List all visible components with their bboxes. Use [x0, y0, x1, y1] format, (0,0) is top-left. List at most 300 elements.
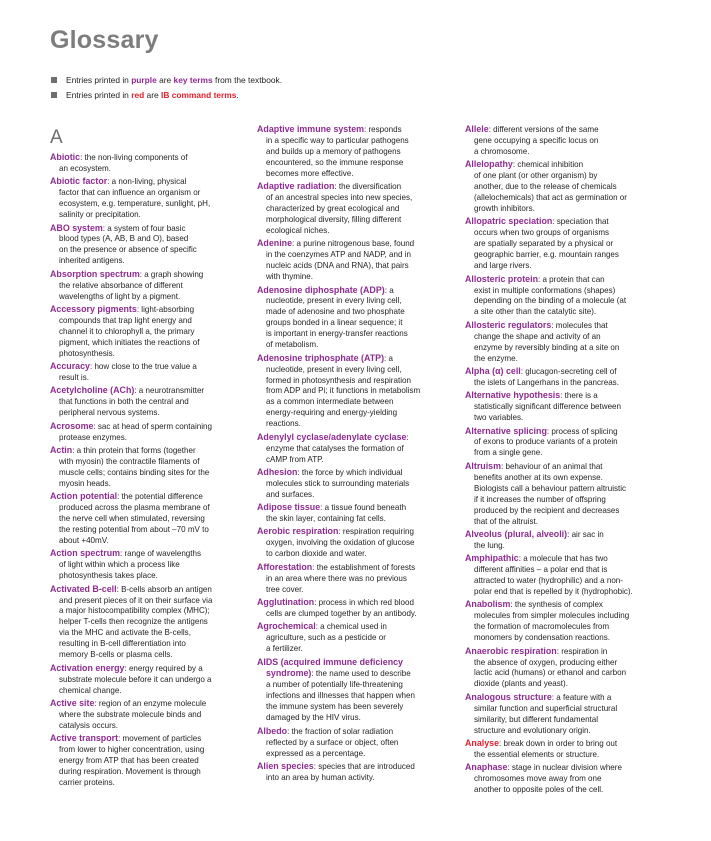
- entry-line: [465, 159, 670, 171]
- definition-text: the islets of Langerhans in the pancreas.: [474, 377, 619, 387]
- definition-text: resulting in B-cell differentiation into: [59, 639, 186, 649]
- glossary-term: Alveolus (plural, alveoli): [465, 528, 568, 539]
- definition-text: monomers by condensation reactions.: [474, 633, 610, 643]
- definition-text: growth inhibitors.: [474, 204, 535, 214]
- definition-text: structure and evolutionary origin.: [474, 725, 591, 735]
- definition-text: an ecosystem.: [59, 163, 111, 173]
- definition-text: photosynthesis.: [59, 348, 115, 358]
- entry-line: [257, 467, 455, 479]
- glossary-term: Activated B-cell: [50, 583, 117, 594]
- definition-text: :: [406, 432, 409, 442]
- definition-text: cells are clumped together by an antibody.: [266, 608, 417, 618]
- definition-text: as a common intermediate between: [266, 397, 394, 407]
- glossary-entry: [465, 529, 670, 552]
- definition-text: and surfaces.: [266, 489, 315, 499]
- definition-text: nucleic acids (DNA and RNA), that pairs: [266, 261, 409, 271]
- definition-text: nucleotide, present in every living cell,: [266, 296, 402, 306]
- definition-text: : glucagon-secreting cell of: [520, 366, 617, 376]
- definition-text: the resting potential from about –70 mV to: [59, 525, 209, 535]
- definition-text: : the force by which individual: [297, 467, 403, 477]
- definition-text: : a: [384, 353, 393, 363]
- definition-text: : a: [384, 285, 394, 295]
- definition-text: : molecules that: [551, 320, 608, 330]
- legend-term-type: key terms: [173, 75, 213, 85]
- entry-line: [50, 663, 248, 675]
- entry-line: [465, 599, 670, 611]
- definition-text: benefits another at its own expense.: [474, 472, 603, 482]
- glossary-entry: [257, 181, 455, 237]
- glossary-term: Active transport: [50, 733, 119, 744]
- definition-text: another, due to the release of chemicals: [474, 182, 617, 192]
- definition-text: if it increases the number of offspring: [474, 494, 606, 504]
- definition-text: muscle cells; contains binding sites for the: [59, 467, 210, 477]
- glossary-entry: [50, 445, 248, 490]
- definition-text: ecosystem, e.g. temperature, sunlight, pH,: [59, 199, 211, 209]
- entry-line: [257, 124, 455, 136]
- glossary-entry: [50, 584, 248, 662]
- definition-text: : energy required by a: [124, 663, 203, 673]
- glossary-entry: [257, 432, 455, 466]
- definition-text: : a protein that can: [538, 274, 605, 284]
- glossary-entry: [50, 304, 248, 360]
- definition-text: becomes more effective.: [266, 168, 354, 178]
- definition-text: : the fraction of solar radiation: [287, 726, 394, 736]
- glossary-entry: [50, 733, 248, 789]
- glossary-term: Anabolism: [465, 599, 511, 610]
- legend-row-key-terms: [51, 73, 282, 88]
- definition-text: and present pieces of it on their surface via: [59, 595, 213, 605]
- definition-text: : stage in nuclear division where: [507, 763, 622, 773]
- definition-text: encountered, so the immune response: [266, 157, 404, 167]
- definition-text: chemical change.: [59, 685, 122, 695]
- definition-text: : movement of particles: [118, 734, 202, 744]
- definition-text: energy from ATP that has been created: [59, 756, 199, 766]
- definition-text: that functions in both the central and: [59, 397, 189, 407]
- entry-line: [257, 597, 455, 609]
- definition-text: the formation of macromolecules from: [474, 622, 610, 632]
- definition-text: wavelengths of light by a pigment.: [59, 291, 181, 301]
- definition-text: : a thin protein that forms (together: [72, 445, 196, 455]
- definition-text: the essential elements or structure.: [474, 749, 600, 759]
- legend-text-middle: are: [156, 75, 174, 85]
- glossary-entry: [257, 597, 455, 620]
- entry-line: [50, 733, 248, 745]
- glossary-entry: [50, 176, 248, 221]
- glossary-entry: [257, 467, 455, 501]
- definition-text: : light-absorbing: [136, 304, 195, 314]
- glossary-term: Aerobic respiration: [257, 526, 339, 537]
- glossary-term: Abiotic factor: [50, 176, 108, 187]
- definition-text: carrier proteins.: [59, 777, 115, 787]
- definition-text: that of the altruist.: [474, 516, 538, 526]
- definition-text: the skin layer, containing fat cells.: [266, 514, 386, 524]
- glossary-term: Anaerobic respiration: [465, 645, 557, 656]
- glossary-term: Alternative hypothesis: [465, 390, 561, 401]
- glossary-term: Activation energy: [50, 662, 125, 673]
- definition-text: in the coenzymes ATP and NADP, and in: [266, 250, 411, 260]
- definition-text: enzyme that catalyses the formation of: [266, 443, 404, 453]
- glossary-term: Actin: [50, 444, 73, 455]
- glossary-entry: [465, 738, 670, 761]
- definition-text: gene occupying a specific locus on: [474, 135, 599, 145]
- definition-text: similar function and superficial structural: [474, 703, 618, 713]
- definition-text: with myosin) the contractile filaments of: [59, 456, 200, 466]
- definition-text: produced by the recipient and decreases: [474, 505, 620, 515]
- definition-text: : a non-living, physical: [107, 177, 187, 187]
- definition-text: Biologists call a behaviour pattern altruistic: [474, 483, 627, 493]
- entry-line: [50, 584, 248, 596]
- legend-text-before: Entries printed in: [66, 90, 132, 100]
- definition-text: chromosomes move away from one: [474, 774, 602, 784]
- definition-text: change the shape and activity of an: [474, 331, 601, 341]
- definition-text: a fertilizer.: [266, 644, 303, 654]
- definition-text: energy-requiring and energy-yielding: [266, 408, 398, 418]
- definition-text: occurs when two groups of organisms: [474, 228, 610, 238]
- definition-text: statistically significant difference between: [474, 402, 622, 412]
- entry-line: [50, 223, 248, 235]
- glossary-entry: [50, 385, 248, 419]
- glossary-entry: [257, 562, 455, 596]
- glossary-entry: [50, 698, 248, 732]
- definition-text: produced across the plasma membrane of: [59, 503, 210, 513]
- glossary-term: Allosteric regulators: [465, 319, 552, 330]
- definition-text: : the establishment of forests: [312, 562, 416, 572]
- definition-text: myosin heads.: [59, 478, 111, 488]
- definition-text: agriculture, such as a pesticide or: [266, 633, 386, 643]
- glossary-entry: [257, 761, 455, 784]
- glossary-term: Acrosome: [50, 420, 94, 431]
- glossary-entry: [50, 269, 248, 303]
- definition-text: a site other than the catalytic site).: [474, 307, 597, 317]
- definition-text: : B-cells absorb an antigen: [116, 584, 212, 594]
- definition-text: : behaviour of an animal that: [501, 461, 603, 471]
- definition-text: : there is a: [560, 391, 598, 401]
- glossary-entry: [257, 238, 455, 283]
- glossary-entry: [465, 216, 670, 272]
- glossary-term: Absorption spectrum: [50, 268, 140, 279]
- glossary-entry: [257, 502, 455, 525]
- definition-text: damaged by the HIV virus.: [266, 713, 361, 723]
- glossary-term: Active site: [50, 697, 95, 708]
- entry-line: [50, 491, 248, 503]
- glossary-entry: [50, 421, 248, 444]
- glossary-term: Adaptive radiation: [257, 181, 335, 192]
- glossary-term: Alpha (α) cell: [465, 365, 521, 376]
- glossary-entry: [465, 366, 670, 389]
- legend-color-word: red: [131, 90, 145, 100]
- definition-text: polar end that is repelled by it (hydrophobic).: [474, 587, 633, 597]
- glossary-entry: [465, 553, 670, 598]
- glossary-entry: [465, 390, 670, 424]
- bullet-square-icon: [51, 77, 57, 83]
- glossary-term-continued: syndrome): [266, 668, 312, 679]
- entry-line: [465, 274, 670, 286]
- definition-text: tree cover.: [266, 584, 304, 594]
- glossary-term: Alternative splicing: [465, 425, 547, 436]
- entry-line: [257, 621, 455, 633]
- glossary-entry: [465, 762, 670, 796]
- definition-text: nucleotide, present in every living cell,: [266, 364, 402, 374]
- definition-text: : a molecule that has two: [518, 554, 608, 564]
- glossary-term: Allelopathy: [465, 159, 513, 170]
- glossary-entry: [465, 599, 670, 644]
- entry-line: [257, 657, 455, 669]
- entry-line: [50, 361, 248, 373]
- definition-text: during respiration. Movement is through: [59, 766, 201, 776]
- glossary-term: Analogous structure: [465, 691, 552, 702]
- definition-text: : chemical inhibition: [512, 160, 584, 170]
- definition-text: the lung.: [474, 540, 505, 550]
- definition-text: a chromosome.: [474, 146, 530, 156]
- definition-text: peripheral nervous systems.: [59, 408, 160, 418]
- glossary-entry: [465, 124, 670, 158]
- entry-line: [465, 553, 670, 565]
- definition-text: a major histocompatibility complex (MHC);: [59, 606, 210, 616]
- glossary-term: Adhesion: [257, 466, 298, 477]
- definition-text: into an area by human activity.: [266, 772, 375, 782]
- definition-text: : region of an enzyme molecule: [94, 698, 207, 708]
- definition-text: via the MHC and activate the B-cells,: [59, 628, 191, 638]
- glossary-entry: [465, 274, 670, 319]
- glossary-entry: [257, 526, 455, 560]
- definition-text: of light within which a process like: [59, 560, 180, 570]
- legend-text-middle: are: [144, 90, 161, 100]
- glossary-term: Adenine: [257, 238, 293, 249]
- definition-text: depending on the binding of a molecule (at: [474, 296, 627, 306]
- glossary-term: Analyse: [465, 737, 500, 748]
- definition-text: memory B-cells or plasma cells.: [59, 650, 173, 660]
- definition-text: : the diversification: [334, 182, 402, 192]
- glossary-term: Allosteric protein: [465, 273, 538, 284]
- glossary-entry: [50, 491, 248, 547]
- definition-text: expressed as a percentage.: [266, 748, 366, 758]
- legend-term-type: IB command terms: [161, 90, 237, 100]
- glossary-entry: [50, 548, 248, 582]
- definition-text: on the presence or absence of specific: [59, 245, 197, 255]
- entry-line: [50, 385, 248, 397]
- definition-text: geographic barrier, e.g. mountain ranges: [474, 250, 619, 260]
- entry-line: [50, 421, 248, 433]
- definition-text: groups bonded in a linear sequence; it: [266, 318, 403, 328]
- definition-text: pigment, which initiates the reactions of: [59, 337, 200, 347]
- definition-text: : the synthesis of complex: [510, 600, 603, 610]
- definition-text: reactions.: [266, 419, 301, 429]
- definition-text: of exons to produce variants of a protein: [474, 437, 618, 447]
- entry-line: [465, 216, 670, 228]
- glossary-term: Acetylcholine (ACh): [50, 385, 135, 396]
- glossary-term: Altruism: [465, 460, 501, 471]
- definition-text: : respiration in: [556, 646, 608, 656]
- definition-text: : species that are introduced: [313, 761, 415, 771]
- entry-line: [465, 461, 670, 473]
- legend-text-after: from the textbook.: [212, 75, 283, 85]
- page-title: Glossary: [50, 26, 159, 54]
- glossary-entry: [257, 657, 455, 725]
- legend: [51, 73, 282, 103]
- glossary-entry: [257, 621, 455, 655]
- glossary-entry: [50, 663, 248, 697]
- definition-text: made of adenosine and two phosphate: [266, 307, 405, 317]
- definition-text: in an area where there was no previous: [266, 573, 407, 583]
- glossary-entry: [465, 461, 670, 528]
- entry-line: [465, 426, 670, 438]
- definition-text: : a graph showing: [139, 269, 204, 279]
- glossary-column-1: [50, 126, 248, 790]
- legend-row-command-terms: [51, 88, 282, 103]
- entry-line: [50, 304, 248, 316]
- entry-line: [50, 548, 248, 560]
- definition-text: characterized by great ecological and: [266, 204, 400, 214]
- entry-line: [50, 152, 248, 164]
- glossary-term: Adenosine triphosphate (ATP): [257, 352, 385, 363]
- definition-text: molecules stick to surrounding materials: [266, 478, 410, 488]
- definition-text: the nerve cell when stimulated, reversing: [59, 514, 205, 524]
- glossary-entry: [257, 285, 455, 352]
- definition-text: molecules from simpler molecules including: [474, 611, 630, 621]
- definition-text: : different versions of the same: [488, 125, 599, 134]
- definition-text: from ADP and Pi; it functions in metabolism: [266, 386, 421, 396]
- definition-text: : a purine nitrogenous base, found: [292, 239, 415, 249]
- definition-text: in a specific way to particular pathogens: [266, 135, 409, 145]
- definition-text: dioxide (plants and yeast).: [474, 679, 568, 689]
- definition-text: ecological niches.: [266, 225, 330, 235]
- definition-text: and large rivers.: [474, 261, 532, 271]
- glossary-entry: [50, 223, 248, 268]
- legend-text-before: Entries printed in: [66, 75, 132, 85]
- definition-text: : a tissue found beneath: [320, 503, 407, 513]
- definition-text: different affinities – a polar end that is: [474, 565, 608, 575]
- glossary-term: Adenylyl cyclase/adenylate cyclase: [257, 431, 407, 442]
- entry-line: [257, 181, 455, 193]
- definition-text: : respiration requiring: [338, 527, 414, 537]
- bullet-square-icon: [51, 92, 57, 98]
- glossary-term: Agrochemical: [257, 621, 316, 632]
- entry-line: [465, 529, 670, 541]
- entry-line: [257, 761, 455, 773]
- definition-text: about +40mV.: [59, 535, 109, 545]
- entry-line: [257, 562, 455, 574]
- definition-text: and builds up a memory of pathogens: [266, 146, 401, 156]
- definition-text: substrate molecule before it can undergo a: [59, 674, 212, 684]
- definition-text: catalysis occurs.: [59, 720, 119, 730]
- glossary-term: Afforestation: [257, 561, 313, 572]
- definition-text: lactic acid (humans) or ethanol and carbon: [474, 668, 627, 678]
- definition-text: exist in multiple conformations (shapes): [474, 285, 616, 295]
- definition-text: : the non-living components of: [80, 153, 188, 162]
- entry-line: [257, 502, 455, 514]
- glossary-column-3: [465, 124, 670, 798]
- glossary-term: Action spectrum: [50, 548, 121, 559]
- glossary-term: Adipose tissue: [257, 502, 321, 513]
- definition-text: protease enzymes.: [59, 432, 127, 442]
- definition-text: infections and illnesses that happen when: [266, 691, 415, 701]
- definition-text: salinity or precipitation.: [59, 210, 141, 220]
- entry-line: [465, 646, 670, 658]
- definition-text: are spatially separated by a physical or: [474, 239, 614, 249]
- legend-color-word: purple: [131, 75, 157, 85]
- glossary-term: AIDS (acquired immune deficiency: [257, 656, 403, 667]
- glossary-term: Anaphase: [465, 762, 508, 773]
- entry-line: [257, 285, 455, 297]
- definition-text: blood types (A, AB, B and O), based: [59, 234, 189, 244]
- entry-line: [465, 320, 670, 332]
- definition-text: formed in photosynthesis and respiration: [266, 375, 411, 385]
- definition-text: morphological diversity, filling different: [266, 215, 402, 225]
- entry-line: [465, 390, 670, 402]
- glossary-entry: [50, 361, 248, 384]
- entry-line: [257, 353, 455, 365]
- definition-text: : the potential difference: [117, 492, 203, 502]
- definition-text: reflected by a surface or object, often: [266, 737, 399, 747]
- definition-text: : responds: [364, 125, 402, 134]
- entry-line: [465, 692, 670, 704]
- definition-text: cAMP from ATP.: [266, 454, 324, 464]
- definition-text: of an ancestral species into new species,: [266, 193, 413, 203]
- entry-line: [50, 269, 248, 281]
- definition-text: : sac at head of sperm containing: [93, 421, 212, 431]
- definition-text: channel it to chlorophyll a, the primary: [59, 326, 195, 336]
- definition-text: compounds that trap light energy and: [59, 315, 192, 325]
- glossary-term: Adaptive immune system: [257, 124, 365, 134]
- definition-text: the absence of oxygen, producing either: [474, 657, 618, 667]
- definition-text: helper T-cells then recognize the antigens: [59, 617, 208, 627]
- glossary-term: Amphipathic: [465, 553, 519, 564]
- definition-text: where the substrate molecule binds and: [59, 709, 202, 719]
- definition-text: the relative absorbance of different: [59, 280, 183, 290]
- glossary-term: Albedo: [257, 725, 288, 736]
- entry-line: [257, 726, 455, 738]
- glossary-term: ABO system: [50, 222, 103, 233]
- glossary-entry: [465, 646, 670, 691]
- entry-line: [50, 445, 248, 457]
- glossary-term: Adenosine diphosphate (ADP): [257, 284, 385, 295]
- section-letter: A: [50, 127, 63, 148]
- definition-text: : break down in order to bring out: [499, 738, 618, 748]
- glossary-term: Accessory pigments: [50, 303, 137, 314]
- definition-text: from lower to higher concentration, using: [59, 745, 205, 755]
- definition-text: : the name used to describe: [311, 669, 411, 679]
- definition-text: with thymine.: [266, 272, 313, 282]
- definition-text: : a feature with a: [551, 692, 612, 702]
- definition-text: to carbon dioxide and water.: [266, 549, 367, 559]
- glossary-entry: [257, 353, 455, 431]
- definition-text: : a chemical used in: [315, 622, 387, 632]
- glossary-term: Agglutination: [257, 596, 315, 607]
- entry-line: [465, 738, 670, 750]
- glossary-term: Allopatric speciation: [465, 216, 553, 227]
- definition-text: : how close to the true value a: [89, 362, 197, 372]
- glossary-entry: [50, 152, 248, 175]
- entry-line: [257, 526, 455, 538]
- definition-text: oxygen, involving the oxidation of glucose: [266, 538, 415, 548]
- glossary-term: Abiotic: [50, 152, 81, 162]
- glossary-term: Accuracy: [50, 361, 90, 372]
- definition-text: result is.: [59, 373, 89, 383]
- glossary-column-2: [257, 124, 455, 785]
- entry-line: [465, 124, 670, 136]
- entry-line: [257, 432, 455, 444]
- glossary-entry: [465, 320, 670, 365]
- definition-text: a number of potentially life-threatening: [266, 680, 403, 690]
- definition-text: similarity, but different fundamental: [474, 714, 599, 724]
- entry-line: [257, 238, 455, 250]
- glossary-entry: [465, 426, 670, 460]
- definition-text: : a neurotransmitter: [134, 386, 205, 396]
- glossary-entry: [465, 159, 670, 215]
- definition-text: : process of splicing: [546, 426, 618, 436]
- definition-text: factor that can influence an organism or: [59, 188, 201, 198]
- entry-line: [257, 668, 455, 680]
